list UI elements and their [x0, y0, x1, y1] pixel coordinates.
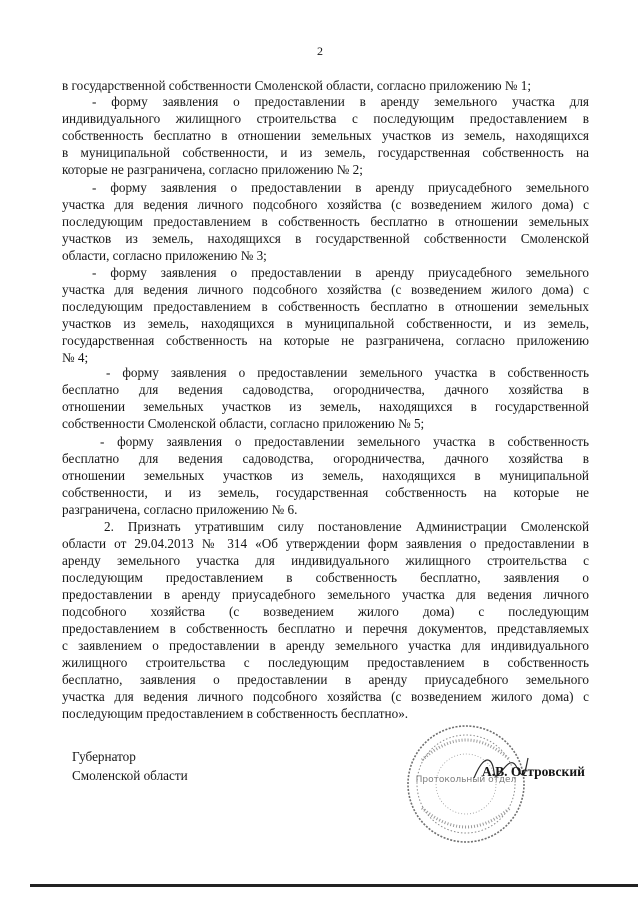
text-line: аренду земельного участка для индивидуального жилищного строительства с [62, 553, 589, 568]
text-line: отношении земельных участков из земель, находящихся в муниципальной [62, 468, 589, 483]
text-line: - форму заявления о предоставлении в аренду земельного участка для [92, 94, 589, 109]
text-line: последующим предоставлением в собственность бесплатно». [62, 706, 409, 721]
text-line: последующим предоставлением в собственность бесплатно, заявления о [62, 570, 589, 585]
text-line: - форму заявления о предоставлении в аренду приусадебного земельного [92, 265, 589, 280]
text-line: участка для ведения личного подсобного хозяйства (с возведением жилого дома) с [62, 197, 589, 212]
text-line: отношении земельных участков из земель, находящихся в государственной [62, 399, 589, 414]
text-line: в муниципальной собственности, и из земель, государственная собственность на [62, 145, 589, 160]
page-number: 2 [317, 44, 323, 58]
text-line: бесплатно для ведения садоводства, огородничества, дачного хозяйства в [62, 382, 589, 397]
text-line: разграничена, согласно приложению № 6. [62, 502, 298, 517]
text-line: подсобного хозяйства (с возведением жилого дома) с последующим [62, 604, 589, 619]
text-line: жилищного строительства с последующим предоставлением в собственность [62, 655, 589, 670]
text-line: собственности Смоленской области, согласно приложению № 5; [62, 416, 425, 431]
text-line: последующим предоставлением в собственность бесплатно в отношении земельных [62, 299, 589, 314]
text-line: участков из земель, находящихся в государственной собственности Смоленской [62, 231, 589, 246]
text-line: - форму заявления о предоставлении в аренду приусадебного земельного [92, 180, 589, 195]
text-line: предоставлением в собственность бесплатно и перечня документов, представляемых [62, 621, 589, 636]
text-line: которые не разграничена, согласно приложению № 2; [62, 162, 363, 177]
text-line: участка для ведения личного подсобного хозяйства (с возведением жилого дома) с [62, 689, 589, 704]
signatory-title: Губернатор [72, 749, 136, 764]
text-line: собственности, и из земель, государственная собственность на которые не [62, 485, 589, 500]
text-line: - форму заявления о предоставлении земельного участка в собственность [100, 434, 589, 449]
text-line: 2. Признать утратившим силу постановление Администрации Смоленской [104, 519, 589, 534]
text-line: № 4; [62, 350, 89, 365]
signatory-region: Смоленской области [72, 768, 188, 783]
text-line: участков из земель, находящихся в муниципальной собственности, и из земель, [62, 316, 589, 331]
text-line: в государственной собственности Смоленской области, согласно приложению № 1; [62, 78, 532, 93]
text-line: собственность бесплатно в отношении земельных участков из земель, находящихся [62, 128, 589, 143]
footer-rule [30, 884, 638, 887]
text-line: с заявлением о предоставлении в аренду земельного участка для индивидуального [62, 638, 589, 653]
text-line: последующим предоставлением в собственность бесплатно в отношении земельных [62, 214, 589, 229]
text-line: - форму заявления о предоставлении земельного участка в собственность [106, 365, 589, 380]
text-line: бесплатно для ведения садоводства, огородничества, дачного хозяйства в [62, 451, 589, 466]
text-line: предоставлении в аренду приусадебного земельного участка для ведения личного [62, 587, 589, 602]
text-line: индивидуального жилищного строительства с последующим предоставлением в [62, 111, 589, 126]
stamp-text: Протокольный отдел [415, 775, 517, 785]
text-line: бесплатно, заявления о предоставлении в аренду приусадебного земельного [62, 672, 589, 687]
text-line: области от 29.04.2013 № 314 «Об утверждении форм заявления о предоставлении в [62, 536, 589, 551]
text-line: участка для ведения личного подсобного хозяйства (с возведением жилого дома) с [62, 282, 589, 297]
text-line: государственная собственность на которые не разграничена, согласно приложению [62, 333, 589, 348]
signatory-name: А.В. Островский [482, 764, 585, 779]
text-line: области, согласно приложению № 3; [62, 248, 267, 263]
